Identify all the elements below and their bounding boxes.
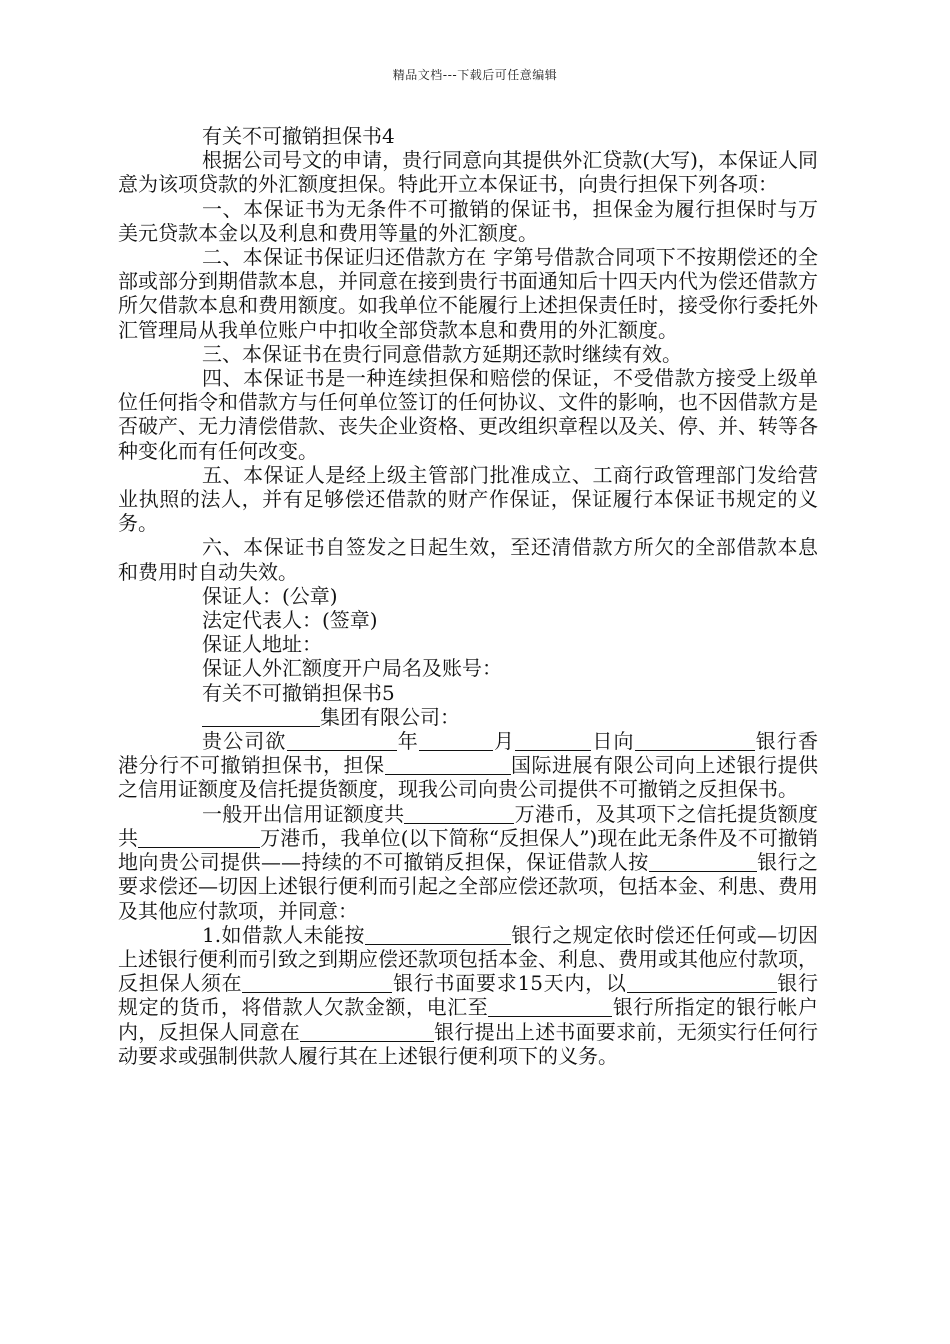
- paragraph: 五、本保证人是经上级主管部门批准成立、工商行政管理部门发给营业执照的法人，并有足够偿还借款的财产作保证，保证履行本保证书规定的义务。: [118, 462, 818, 536]
- blank-line: [138, 829, 260, 848]
- paragraph: 二、本保证书保证归还借款方在 字第号借款合同项下不按期偿还的全部或部分到期借款本息，并同意在接到贵行书面通知后十四天内代为偿还借款方所欠借款本息和费用额度。如我单位不能履行上述担保责任时，接受你行委托外汇管理局从我单位账户中扣收全部贷款本息和费用的外汇额度。: [118, 245, 818, 342]
- blank-line: [300, 1023, 434, 1042]
- blank-line: [385, 756, 511, 775]
- blank-line: [743, 732, 755, 751]
- blank-line: [488, 998, 612, 1017]
- company-line: 集团有限公司：: [118, 705, 818, 729]
- paragraph: 一、本保证书为无条件不可撤销的保证书，担保金为履行担保时与万美元贷款本金以及利息和费用等量的外汇额度。: [118, 196, 818, 245]
- paragraph: 一般开出信用证额度共 万港币，及其项下之信托提货额度共 万港币，我单位(以下简称“反担保人”)现在此无条件及不可撤销地向贵公司提供——持续的不可撤销反担保，保证借款人按 银行之要求偿还—切因上述银行便利而引起之全部应偿还款项，包括本金、利患、费用及其他应付款项，并同意：: [118, 801, 819, 923]
- blank-line: [404, 805, 514, 824]
- signature-line: 保证人外汇额度开户局名及账号：: [202, 656, 502, 681]
- blank-line: [287, 732, 397, 751]
- paragraph: 六、本保证书自签发之日起生效，至还清借款方所欠的全部借款本息和费用时自动失效。: [118, 535, 818, 584]
- blank-line: [627, 974, 777, 993]
- blank-line: [202, 708, 320, 727]
- paragraph: 贵公司欲 年 月 日向 银行香港分行不可撤销担保书，担保 国际进展有限公司向上述银行提供之信用证额度及信托提货额度，现我公司向贵公司提供不可撤销之反担保书。: [118, 729, 819, 802]
- paragraph: 四、本保证书是一种连续担保和赔偿的保证，不受借款方接受上级单位任何指令和借款方与任何单位签订的任何协议、文件的影响，也不因借款方是否破产、无力清偿借款、丧失企业资格、更改组织章程以及关、停、并、转等各种变化而有任何改变。: [118, 366, 818, 463]
- paragraph: 1.如借款人未能按 银行之规定依时偿还任何或—切因上述银行便利而引致之到期应偿还款项包括本金、利息、费用或其他应付款项，反担保人须在 银行书面要求15天内，以 银行规定的货币，将借款人欠款金额，电汇至 银行所指定的银行帐户内，反担保人同意在 银行提出上述书面要求前，无须实行任何行动要求或强制供款人履行其在上述银行便利项下的义务。: [118, 922, 819, 1068]
- blank-line: [635, 732, 743, 751]
- document-body: [118, 124, 818, 1068]
- signature-line: 保证人：(公章): [202, 583, 338, 608]
- blank-line: [419, 732, 493, 751]
- blank-line: [365, 926, 511, 945]
- paragraph: 根据公司号文的申请，贵行同意向其提供外汇贷款(大写)，本保证人同意为该项贷款的外汇额度担保。特此开立本保证书，向贵行担保下列各项：: [118, 148, 818, 197]
- signature-line: 保证人地址：: [202, 632, 322, 657]
- section-title: 有关不可撤销担保书4: [202, 124, 395, 148]
- blank-line: [242, 974, 392, 993]
- page-header: 精品文档---下载后可任意编辑: [392, 68, 558, 82]
- blank-line: [649, 853, 757, 872]
- signature-line: 法定代表人：(签章): [202, 608, 378, 633]
- paragraph: 三、本保证书在贵行同意借款方延期还款时继续有效。: [202, 341, 682, 366]
- section-title: 有关不可撤销担保书5: [202, 680, 395, 705]
- blank-line: [515, 732, 591, 751]
